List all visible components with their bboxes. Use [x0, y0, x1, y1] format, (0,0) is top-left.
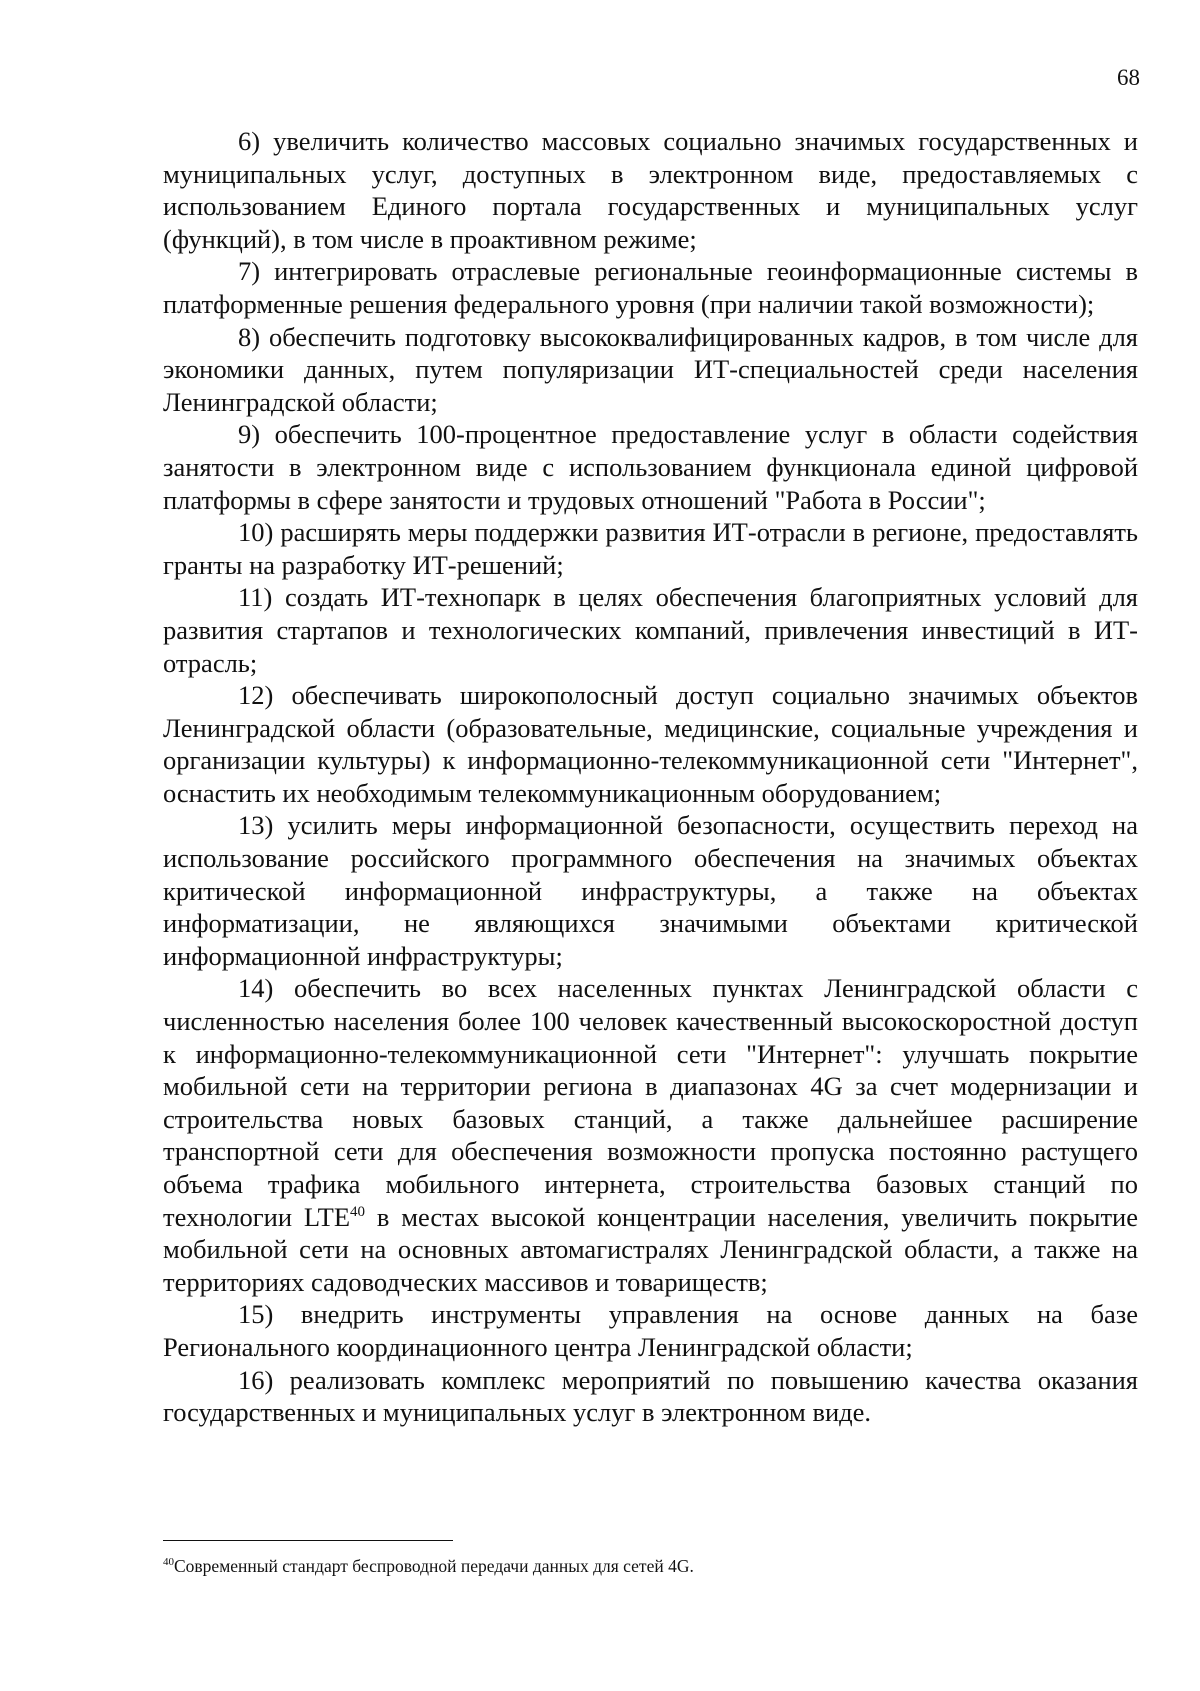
footnote [163, 1555, 1138, 1577]
list-item-13: 13) усилить меры информационной безопасности, осуществить переход на использование российского программного обеспечения на значимых объектах критической информационной инфраструктуры, а также на объектах информатизации, не являющихся значимыми объектами критической информационной инфраструктуры; [163, 810, 1138, 971]
page-number: 68 [1117, 65, 1140, 90]
footnote-reference[interactable]: 40 [350, 1203, 366, 1220]
footnote-separator [163, 1540, 453, 1541]
list-item-12: 12) обеспечивать широкополосный доступ социально значимых объектов Ленинградской области (образовательные, медицинские, социальные учреждения и организации культуры) к информационно-телекоммуникационной сети "Интернет", оснастить их необходимым телекоммуникационным оборудованием; [163, 680, 1138, 808]
list-item-6: 6) увеличить количество массовых социально значимых государственных и муниципальных услуг, доступных в электронном виде, предоставляемых с использованием Единого портала государственных и муниципальных услуг (функций), в том числе в проактивном режиме; [163, 126, 1138, 254]
list-item-7: 7) интегрировать отраслевые региональные геоинформационные системы в платформенные решения федерального уровня (при наличии такой возможности); [163, 256, 1138, 319]
list-item-14-text-after: в местах высокой концентрации населения, увеличить покрытие мобильной сети на основных автомагистралях Ленинградской области, а также на территориях садоводческих массивов и товариществ; [163, 1201, 1138, 1297]
document-body [163, 125, 1138, 1429]
list-item-9: 9) обеспечить 100-процентное предоставление услуг в области содействия занятости в электронном виде с использованием функционала единой цифровой платформы в сфере занятости и трудовых отношений "Работа в России"; [163, 419, 1138, 515]
footnote-marker: 40 [163, 1556, 174, 1568]
list-item-15: 15) внедрить инструменты управления на основе данных на базе Регионального координационного центра Ленинградской области; [163, 1299, 1138, 1362]
list-item-16: 16) реализовать комплекс мероприятий по повышению качества оказания государственных и муниципальных услуг в электронном виде. [163, 1364, 1138, 1428]
list-item-10: 10) расширять меры поддержки развития ИТ-отрасли в регионе, предоставлять гранты на разработку ИТ-решений; [163, 517, 1138, 580]
list-item-14 [163, 972, 1138, 1298]
footnote-text: Современный стандарт беспроводной передачи данных для сетей 4G. [174, 1556, 694, 1576]
list-item-14-text-before: 14) обеспечить во всех населенных пунктах Ленинградской области с численностью населения более 100 человек качественный высокоскоростной доступ к информационно-телекоммуникационной сети "Интернет": улучшать покрытие мобильной сети на территории региона в диапазонах 4G за счет модернизации и строительства новых базовых станций, а также дальнейшее расширение транспортной сети для обеспечения возможности пропуска постоянно растущего объема трафика мобильного интернета, строительства базовых станций по технологии LTE [163, 973, 1138, 1232]
list-item-8: 8) обеспечить подготовку высококвалифицированных кадров, в том числе для экономики данных, путем популяризации ИТ-специальностей среди населения Ленинградской области; [163, 321, 1138, 417]
list-item-11: 11) создать ИТ-технопарк в целях обеспечения благоприятных условий для развития стартапов и технологических компаний, привлечения инвестиций в ИТ-отрасль; [163, 582, 1138, 678]
